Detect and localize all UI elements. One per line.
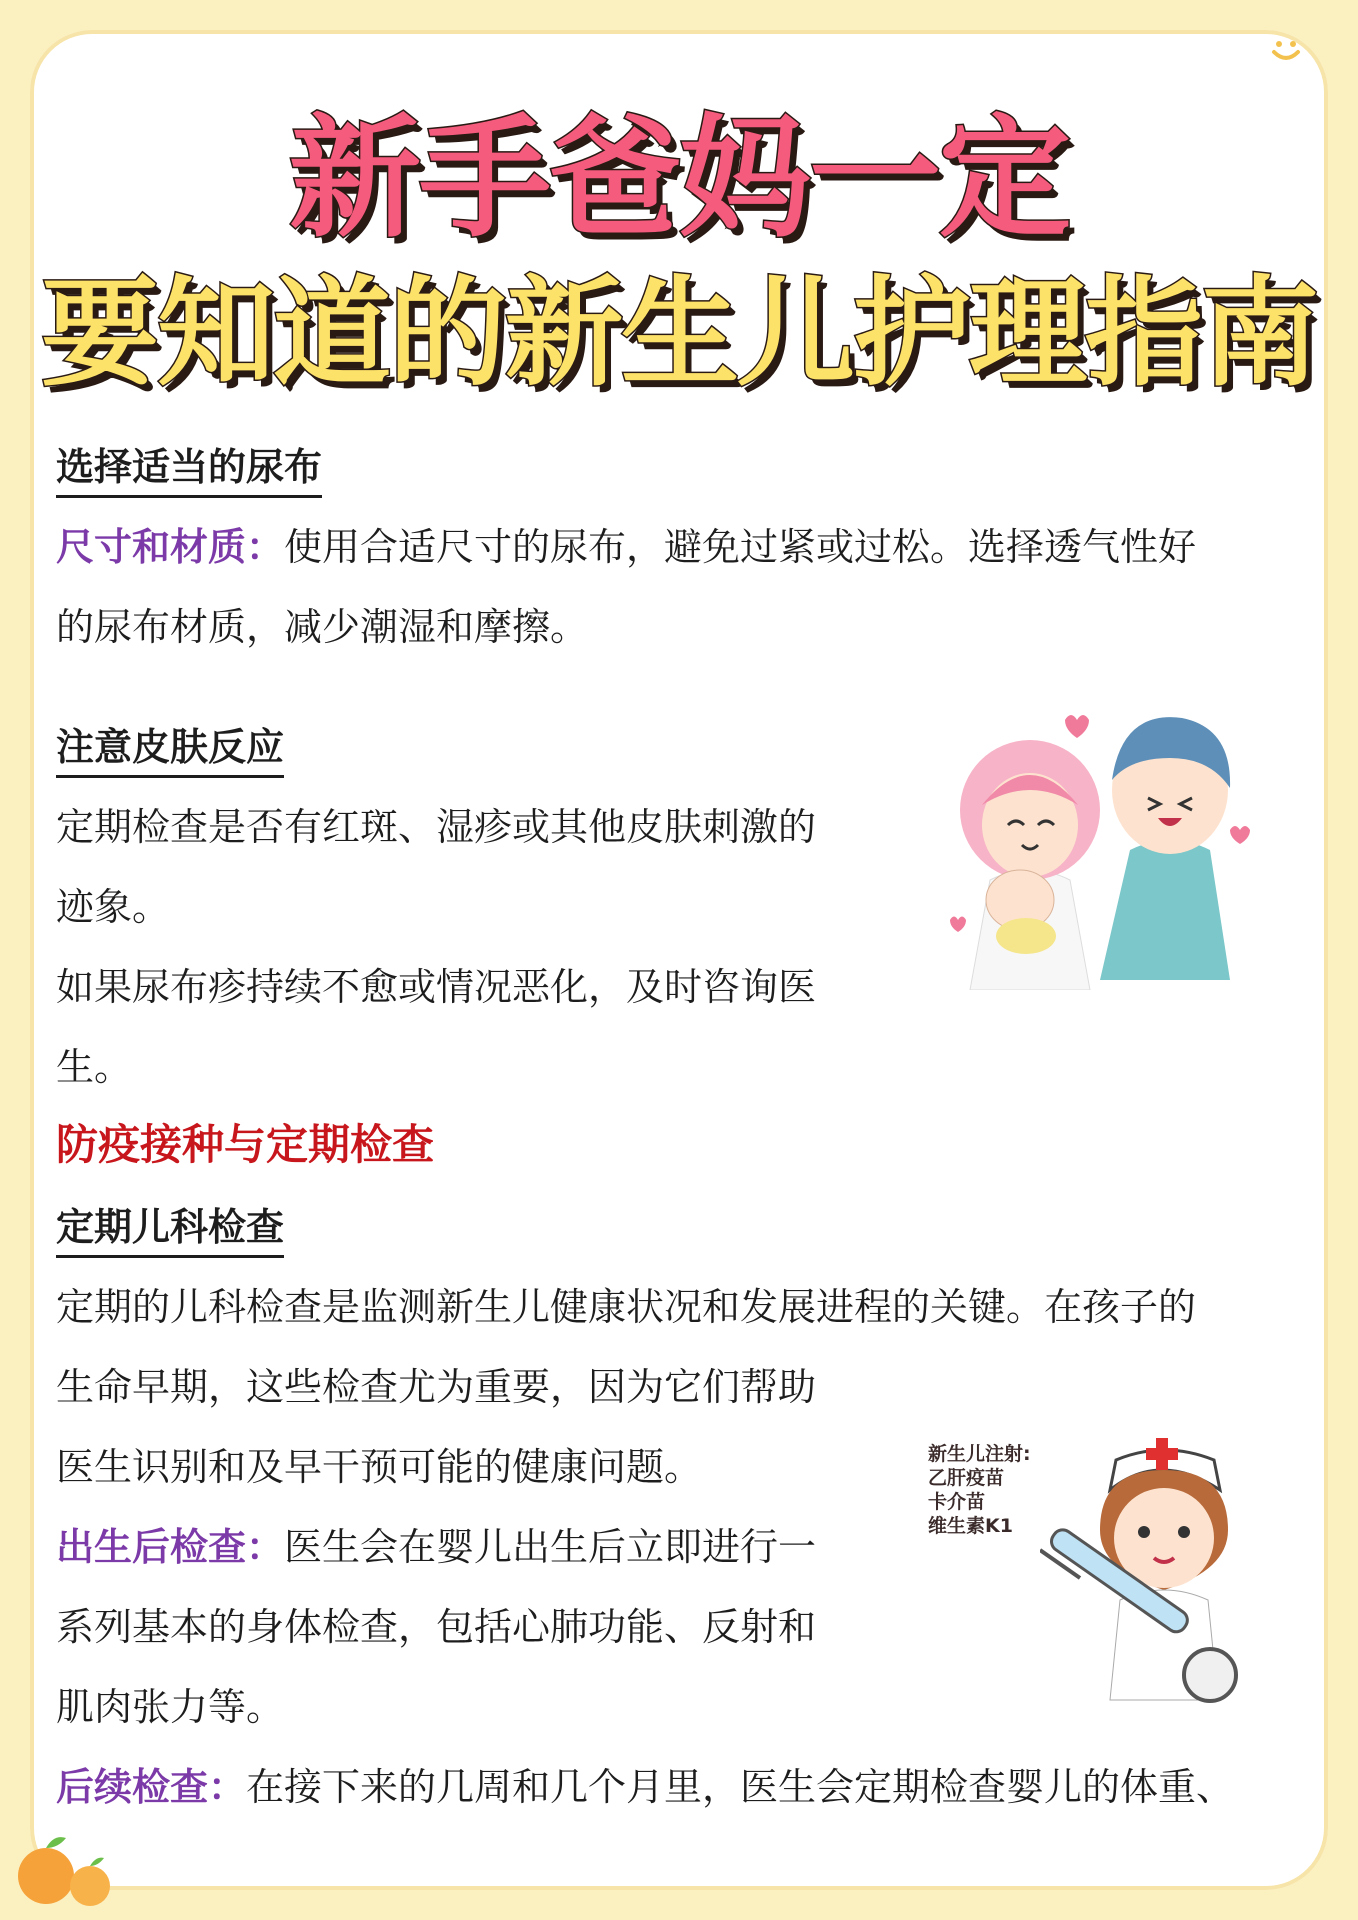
pediatric-line-2: 生命早期，这些检查尤为重要，因为它们帮助	[56, 1365, 817, 1409]
skin-line-3: 如果尿布疹持续不愈或情况恶化，及时咨询医	[56, 965, 817, 1009]
nurse-note-line-2: 乙肝疫苗	[928, 1467, 1005, 1489]
nurse-illustration	[1040, 1420, 1280, 1710]
orange-icon	[8, 1828, 118, 1908]
birth-check-text-3: 肌肉张力等。	[56, 1685, 285, 1729]
skin-line-4: 生。	[56, 1045, 133, 1089]
section-title-vaccine: 防疫接种与定期检查	[56, 1120, 435, 1169]
heading-pediatric-check: 定期儿科检查	[56, 1196, 284, 1258]
birth-check-text-1: 医生会在婴儿出生后立即进行一	[284, 1525, 817, 1569]
main-title-line-1: 新手爸妈一定	[289, 102, 1069, 256]
family-illustration	[930, 700, 1260, 990]
nurse-note	[928, 1442, 1031, 1538]
nurse-note-line-3: 卡介苗	[928, 1491, 986, 1513]
pediatric-line-1: 定期的儿科检查是监测新生儿健康状况和发展进程的关键。在孩子的	[56, 1285, 1197, 1329]
heading-diaper: 选择适当的尿布	[56, 436, 322, 498]
nurse-note-line-1: 新生儿注射:	[928, 1443, 1031, 1465]
diaper-size-text-2: 的尿布材质，减少潮湿和摩擦。	[56, 605, 589, 649]
diaper-size-line-1	[56, 516, 1196, 571]
birth-check-line-1	[56, 1516, 816, 1571]
heading-skin: 注意皮肤反应	[56, 716, 284, 778]
follow-check-text: 在接下来的几周和几个月里，医生会定期检查婴儿的体重、	[246, 1765, 1235, 1809]
skin-line-2: 迹象。	[56, 885, 171, 929]
diaper-size-label: 尺寸和材质：	[56, 525, 285, 569]
birth-check-text-2: 系列基本的身体检查，包括心肺功能、反射和	[56, 1605, 817, 1649]
follow-check-label: 后续检查：	[56, 1765, 247, 1809]
follow-check-line	[56, 1756, 1234, 1811]
main-title-line-2: 要知道的新生儿护理指南	[40, 264, 1317, 402]
skin-line-1: 定期检查是否有红斑、湿疹或其他皮肤刺激的	[56, 805, 817, 849]
nurse-note-line-4: 维生素K1	[928, 1515, 1013, 1537]
birth-check-label: 出生后检查：	[56, 1525, 285, 1569]
pediatric-line-3: 医生识别和及早干预可能的健康问题。	[56, 1445, 703, 1489]
diaper-size-text-1: 使用合适尺寸的尿布，避免过紧或过松。选择透气性好	[284, 525, 1197, 569]
smiley-icon	[1266, 30, 1306, 70]
